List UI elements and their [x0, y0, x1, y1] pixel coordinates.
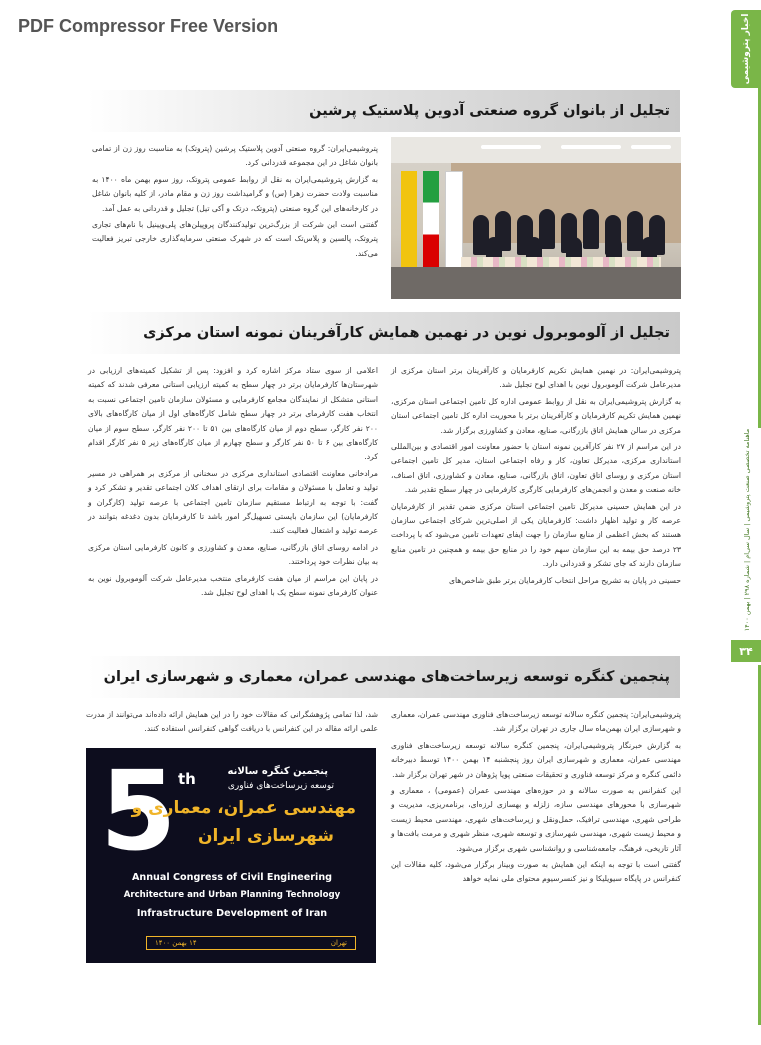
article3-title: پنجمین کنگره توسعه زیرساخت‌های مهندسی عمران، معماری و شهرسازی ایران — [103, 669, 670, 685]
article2-paragraph: حسینی در پایان به تشریح مراحل انتخاب کارفرمایان برتر طبق شاخص‌های — [449, 575, 681, 585]
article1-title: تجلیل از بانوان گروه صنعتی آدوین پلاستیک پرشین — [309, 103, 670, 119]
article1-headline — [88, 90, 680, 132]
article1-body — [92, 142, 378, 263]
article2-paragraph: به گزارش پتروشیمی‌ایران به نقل از روابط عمومی اداره کل تامین اجتماعی استان مرکزی، نهمین همایش تکریم کارفرمایان و کارآفرینان برتر با محوریت اداره کل تامین اجتماعی استان مرکزی در سالن همایش اتاق بازرگانی، صنایع، معادن و کشاورزی برگزار شد. — [391, 396, 681, 435]
article2-paragraph: پتروشیمی‌ایران: در نهمین همایش تکریم کارفرمایان و کارآفرینان برتر استان مرکزی از مدیرعامل شرکت آلوموبرول نوین با اهدای لوح تجلیل شد. — [391, 366, 681, 390]
article1-paragraph: گفتنی است این شرکت از بزرگ‌ترین تولیدکنندگان پروپیلن‌های پلی‌ویینیل با نام‌های تجاری پتروتک، پالسین و پلاس‌تک است که در شهرک صنعتی سرمایه‌گذاری خارجی تبریز فعالیت می‌کند. — [92, 220, 378, 258]
article2-headline — [88, 312, 680, 354]
section-tab-label: اخبار پتروشیمی — [741, 13, 751, 85]
article3-paragraph: شد، لذا تمامی پژوهشگرانی که مقالات خود را در این همایش ارائه داده‌اند می‌توانند از مدرت علمی ارائه مقاله در این کنفرانس با دریافت گواهی کنفرانس استفاده کنند. — [86, 710, 378, 734]
article2-paragraph: در پایان این مراسم از میان هفت کارفرمای منتخب مدیرعامل شرکت آلوموبرول نوین به عنوان کارفرمای نمونه سطح یک با اهدای لوح تجلیل شد. — [88, 573, 378, 598]
poster-en-line3: Infrastructure Development of Iran — [136, 908, 328, 919]
article3-paragraph: پتروشیمی‌ایران: پنجمین کنگره سالانه توسعه زیرساخت‌های فناوری مهندسی عمران، معماری و شهرسازی ایران بهمن‌ماه سال جاری در تهران برگزار شد. — [391, 710, 681, 734]
poster-fa-line3: مهندسی عمران، معماری و — [131, 798, 356, 818]
article3-paragraph: گفتنی است با توجه به اینکه این همایش به صورت وبینار برگزار می‌شود، کلیه مقالات این کنفرانس در پایگاه سیویلیکا و نیز کنسرسیوم محتوای ملی نمایه خواهد — [391, 860, 681, 884]
article2-paragraph: در این همایش حسینی مدیرکل تامین اجتماعی استان مرکزی ضمن تقدیر از کارفرمایان عرصه کار و تولید اظهار داشت: کارفرمایان یکی از اصلی‌ترین شرکای اجتماعی سازمان هستند که بخش اعظمی از منابع سازمان را جهت ایفای تعهدات تامین می‌شود که با پرداخت ۲۳ درصد حق بیمه به این سازمان سهم خود را در منابع حق بیمه و همچنین در تامین منابع سازمان دارند که جای تشکر و قدردانی دارد. — [391, 501, 681, 569]
article3-right-column — [391, 708, 681, 889]
article2-paragraph: در این مراسم از ۲۷ نفر کارآفرین نمونه استان با حضور معاونت امور اقتصادی و بین‌المللی استانداری مرکزی، مدیرکل تعاون، کار و رفاه اجتماعی استان، مدیر کل تامین اجتماعی استان مرکزی و روسای اتاق تعاون، اتاق بازرگانی، صنایع، معادن و کشاورزی، اتاق اصناف، خانه صنعت و معدن و انجمن‌های کارفرمایی کارگری کارفرمایی در چهار سطح تقدیر شد. — [391, 442, 681, 495]
article2-paragraph: در ادامه روسای اتاق بازرگانی، صنایع، معدن و کشاورزی و کانون کارفرمایی استان مرکزی به بیان نظرات خود پرداختند. — [88, 542, 378, 567]
poster-five: 5 — [100, 748, 177, 875]
poster-fa-line2: توسعه زیرساخت‌های فناوری — [227, 781, 334, 791]
side-info — [739, 430, 755, 630]
article3-left-column — [86, 708, 378, 739]
congress-poster — [86, 748, 376, 963]
article1-photo — [391, 137, 681, 299]
poster-fa-line1: پنجمین کنگره سالانه — [227, 766, 328, 777]
article2-paragraph: اعلامی از سوی ستاد مرکز اشاره کرد و افزود: پس از تشکیل کمیته‌های ارزیابی در شهرستان‌ها کارفرمایان برتر در چهار سطح به کمیته ارزیابی استانی معرفی شدند که کمیته استانی متشکل از نمایندگان مجامع کارفرمایی و مسئولان سازمان تامین اجتماعی نسبت به انتخاب هفت کارفرمای برتر در چهار سطح شامل کارگاه‌های اول از میان کارگاه‌های بالای ۲۰۰ نفر کارگر، سطح دوم از میان کارگاه‌های بین ۵۱ تا ۲۰۰ نفر کارگر، سطح سوم از میان کارگاه‌های بین ۶ تا ۵۰ نفر کارگر و سطح چهارم از میان کارگاه‌های زیر ۵ نفر کارگر اقدام کرد. — [88, 366, 379, 462]
article2-left-column — [88, 364, 378, 603]
article3-paragraph: این کنفرانس به صورت سالانه و در حوزه‌های مهندسی عمران (عمومی) ، معماری و شهرسازی با محورهای مهندسی سازه، زلزله و بهسازی لرزه‌ای، برنامه‌ریزی، مدیریت و طراحی شهری، مهندسی ترافیک، حمل‌ونقل و زیرساخت‌های شهری، مهندسی محیط زیست و محیط زیست شهری، مهندسی شهرسازی و توسعه شهری، منظر شهری و مرمت بافت‌ها و آثار تاریخی، فرهنگ، جامعه‌شناسی و روانشناسی شهری برگزار می‌شود. — [391, 786, 681, 853]
poster-strip — [146, 936, 356, 950]
article2-paragraph: مرادخانی معاونت اقتصادی استانداری مرکزی در سخنانی از مرکزی بر همراهی در مسیر تولید و تعامل با مسئولان و مقامات برای ارتقای اهداف کلان اجتماعی تقدیر و تشکر کرد و گفت: با توجه به ارتباط مستقیم سازمان تامین اجتماعی با عرصه تولید (کارگران و کارفرمایان) این سازمان بایستی تسهیل‌گر امور باشد تا کارفرمایان بدون دغدغه بتوانند در عرصه تولید و اشتغال فعالیت کنند. — [88, 468, 378, 536]
side-info-text: ماهنامه تخصصی صنعت پتروشیمی | سال سی‌ام | شماره ۲۹۸ | بهمن ۱۴۰۰ — [743, 428, 751, 632]
poster-date: ۱۴ بهمن ۱۴۰۰ — [155, 939, 197, 947]
article3-headline — [88, 656, 680, 698]
page-number: ۳۴ — [731, 640, 761, 662]
poster-fa-line4: شهرسازی ایران — [197, 826, 334, 846]
watermark: PDF Compressor Free Version — [18, 16, 279, 36]
poster-city: تهران — [330, 939, 347, 947]
article3-paragraph: به گزارش خبرنگار پتروشیمی‌ایران، پنجمین کنگره سالانه توسعه زیرساخت‌های فناوری مهندسی عمران، معماری و شهرسازی ایران روز پنجشنبه ۱۴ بهمن ۱۴۰۰ توسط دبیرخانه دائمی کنگره و مرکز توسعه فناوری و تحقیقات صنعتی پویا پژوهان در شهر تهران برگزار شد. — [391, 740, 681, 779]
article2-right-column — [391, 364, 681, 590]
poster-en-line1: Annual Congress of Civil Engineering — [131, 872, 333, 883]
article1-paragraph: به گزارش پتروشیمی‌ایران به نقل از روابط عمومی پتروتک، روز سوم بهمن ماه ۱۴۰۰ به مناسبت ولادت حضرت زهرا (س) و گرامیداشت روز زن و مقام مادر، از کلیه بانوان شاغل در کارخانه‌های این گروه صنعتی (پتروتک، درتک و آکی تیل) تجلیل و قدردانی به عمل آمد. — [92, 174, 378, 213]
section-tab — [731, 10, 761, 88]
poster-th: th — [178, 770, 196, 788]
poster-en-line2: Architecture and Urban Planning Technology — [123, 890, 341, 900]
article2-title: تجلیل از آلوموبرول نوین در نهمین همایش کارآفرینان نمونه استان مرکزی — [143, 325, 670, 341]
article1-paragraph: پتروشیمی‌ایران: گروه صنعتی آدوین پلاستیک پرشین (پتروتک) به مناسبت روز زن از تمامی بانوان شاغل در این مجموعه قدردانی کرد. — [92, 144, 378, 168]
